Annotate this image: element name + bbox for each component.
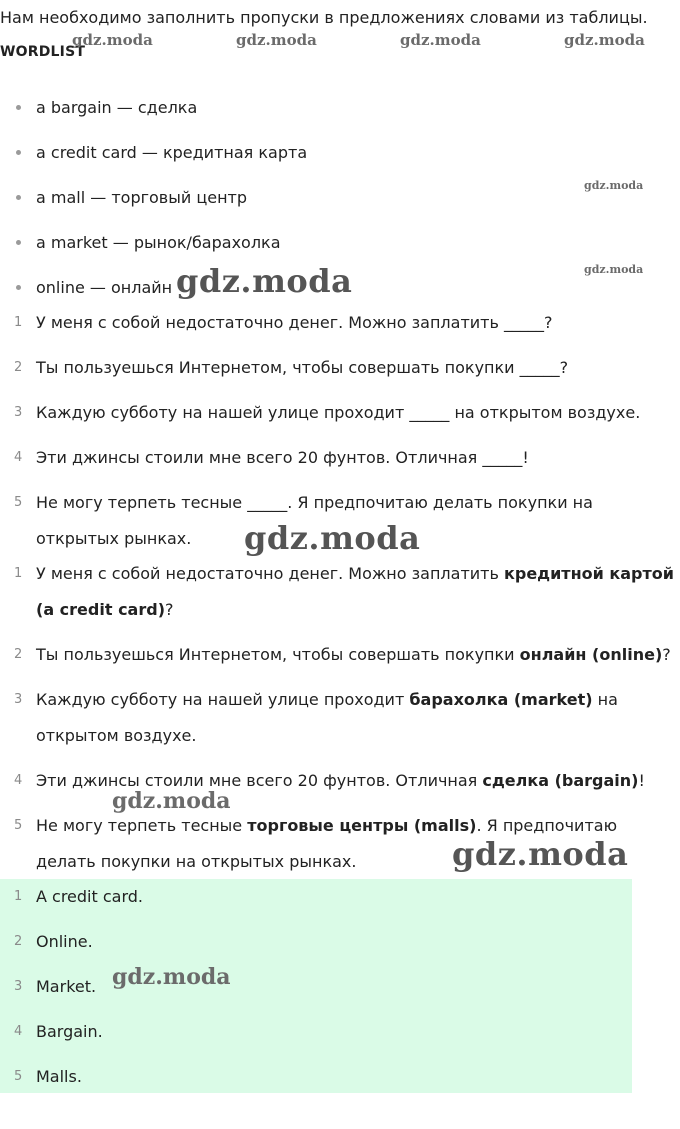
item-number: 3 xyxy=(14,979,23,994)
bullet-icon xyxy=(16,105,21,110)
item-number: 3 xyxy=(14,405,23,420)
item-number: 2 xyxy=(14,934,23,949)
answer-item xyxy=(0,808,680,880)
watermark: gdz.moda xyxy=(564,31,645,49)
answer-highlight: торговые центры (malls) xyxy=(247,816,477,835)
answer-highlight: онлайн (online) xyxy=(519,645,663,664)
task-text: Ты пользуешься Интернетом, чтобы совершать покупки _____? xyxy=(36,358,569,377)
item-number: 2 xyxy=(14,360,23,375)
task-item xyxy=(0,305,680,341)
answer-highlight: барахолка (market) xyxy=(409,690,593,709)
answer-text: ? xyxy=(662,645,671,664)
wordlist-item xyxy=(0,130,680,175)
item-number: 4 xyxy=(14,1024,23,1039)
final-answer-item xyxy=(0,969,680,1005)
wordlist-title: WORDLIST xyxy=(0,44,86,60)
watermark: gdz.moda xyxy=(112,788,231,814)
task-item xyxy=(0,440,680,476)
item-number: 5 xyxy=(14,1069,23,1084)
final-answer-text: A credit card. xyxy=(36,887,143,906)
bullet-icon xyxy=(16,150,21,155)
task-item xyxy=(0,395,680,431)
watermark: gdz.moda xyxy=(584,263,644,276)
final-answer-text: Malls. xyxy=(36,1067,82,1086)
task-text: У меня с собой недостаточно денег. Можно заплатить _____? xyxy=(36,313,553,332)
wordlist-item-text: a mall — торговый центр xyxy=(36,188,248,207)
wordlist xyxy=(0,85,680,310)
wordlist-item xyxy=(0,85,680,130)
bullet-icon xyxy=(16,195,21,200)
final-answer-text: Market. xyxy=(36,977,97,996)
final-answer-item xyxy=(0,924,680,960)
watermark: gdz.moda xyxy=(72,31,153,49)
item-number: 5 xyxy=(14,495,23,510)
task-item xyxy=(0,350,680,386)
bullet-icon xyxy=(16,285,21,290)
final-answer-text: Bargain. xyxy=(36,1022,103,1041)
final-answer-item xyxy=(0,1014,680,1050)
answer-text: У меня с собой недостаточно денег. Можно заплатить xyxy=(36,564,504,583)
wordlist-item-text: a credit card — кредитная карта xyxy=(36,143,308,162)
wordlist-item xyxy=(0,175,680,220)
item-number: 1 xyxy=(14,315,23,330)
final-answer-item xyxy=(0,1059,680,1095)
item-number: 5 xyxy=(14,818,23,833)
answer-item xyxy=(0,637,680,673)
bullet-icon xyxy=(16,240,21,245)
answer-list-ru xyxy=(0,556,680,889)
answer-text: ! xyxy=(638,771,645,790)
wordlist-item xyxy=(0,220,680,265)
task-list xyxy=(0,305,680,566)
answer-item xyxy=(0,763,680,799)
answer-text: . Я предпочитаю делать покупки на открытых рынках. xyxy=(36,816,618,871)
final-answer-text: Online. xyxy=(36,932,93,951)
final-answers-box xyxy=(0,879,632,1093)
answer-text: на открытом воздухе. xyxy=(36,690,618,745)
task-text: Каждую субботу на нашей улице проходит _____ на открытом воздухе. xyxy=(36,403,641,422)
answer-highlight: кредитной картой (a credit card) xyxy=(36,564,674,619)
answer-text: Каждую субботу на нашей улице проходит xyxy=(36,690,410,709)
item-number: 1 xyxy=(14,566,23,581)
watermark: gdz.moda xyxy=(452,835,629,873)
answer-item xyxy=(0,556,680,628)
wordlist-item xyxy=(0,265,680,310)
item-number: 4 xyxy=(14,450,23,465)
wordlist-item-text: online — онлайн xyxy=(36,278,173,297)
watermark: gdz.moda xyxy=(400,31,481,49)
task-item xyxy=(0,485,680,557)
watermark: gdz.moda xyxy=(176,262,353,300)
answer-text: Ты пользуешься Интернетом, чтобы совершать покупки xyxy=(36,645,520,664)
item-number: 3 xyxy=(14,692,23,707)
item-number: 4 xyxy=(14,773,23,788)
task-text: Эти джинсы стоили мне всего 20 фунтов. Отличная _____! xyxy=(36,448,529,467)
answer-item xyxy=(0,682,680,754)
intro-text: Нам необходимо заполнить пропуски в предложениях словами из таблицы. xyxy=(0,8,648,27)
answer-text: ? xyxy=(165,600,174,619)
task-text: Не могу терпеть тесные _____. Я предпочитаю делать покупки на открытых рынках. xyxy=(36,493,593,548)
answer-list-en xyxy=(0,879,680,1104)
answer-text: Эти джинсы стоили мне всего 20 фунтов. Отличная xyxy=(36,771,483,790)
final-answer-item xyxy=(0,879,680,915)
watermark: gdz.moda xyxy=(244,519,421,557)
watermark: gdz.moda xyxy=(112,964,231,990)
wordlist-item-text: a market — рынок/барахолка xyxy=(36,233,281,252)
item-number: 1 xyxy=(14,889,23,904)
item-number: 2 xyxy=(14,647,23,662)
answer-highlight: сделка (bargain) xyxy=(482,771,639,790)
answer-text: Не могу терпеть тесные xyxy=(36,816,248,835)
wordlist-item-text: a bargain — сделка xyxy=(36,98,198,117)
watermark: gdz.moda xyxy=(236,31,317,49)
watermark: gdz.moda xyxy=(584,179,644,192)
